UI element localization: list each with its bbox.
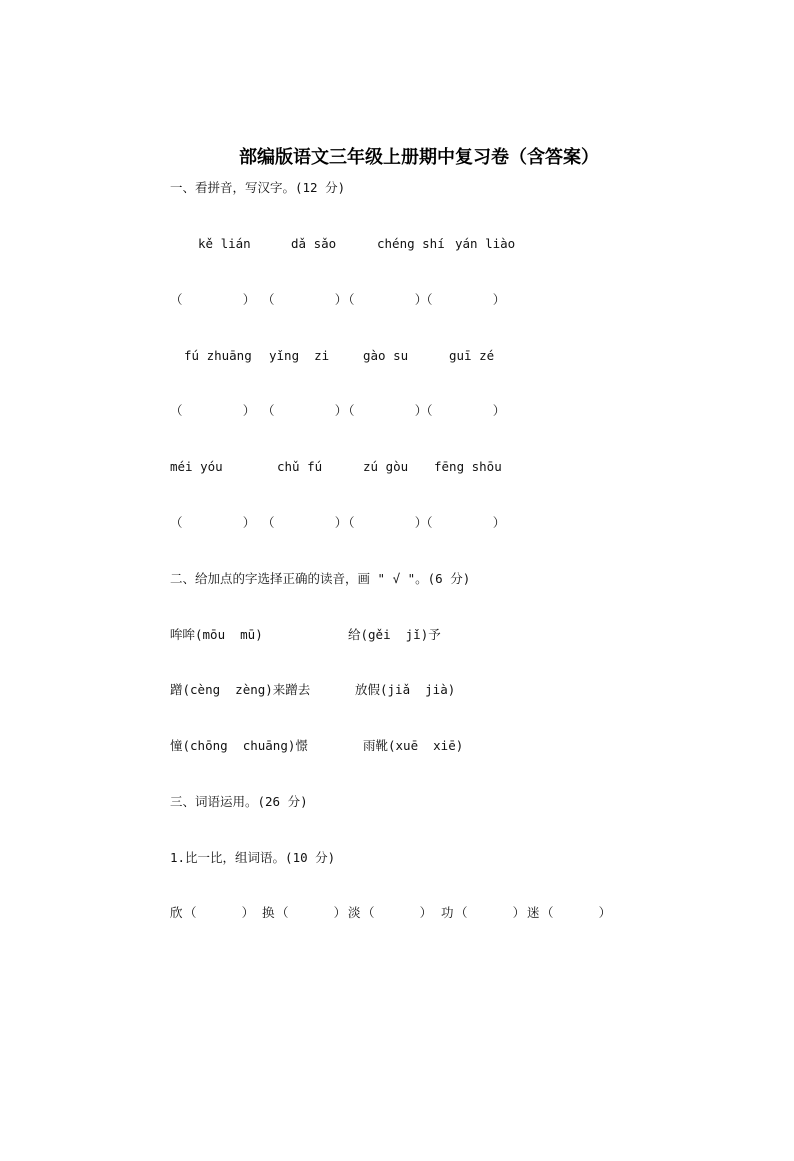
pinyin-item: yán liào [455,236,516,251]
pronunciation-choice[interactable]: 哞哞(mōu mū) [170,627,263,642]
pinyin-item: yǐng zi [269,348,330,363]
compare-char: 功 [441,905,454,920]
answer-blank[interactable]: （ ） [420,292,506,307]
pinyin-item: chéng shí [377,236,445,251]
pinyin-row-3 [170,459,502,475]
answer-blank[interactable]: （ ） [170,292,256,307]
section1-heading: 一、看拼音，写汉字。(12 分) [170,180,346,195]
pinyin-item: kě lián [198,236,251,251]
answer-blank[interactable]: （ ） [455,905,526,920]
answer-blank[interactable]: （ ） [170,515,256,530]
pronunciation-choice[interactable]: 给(gěi jǐ)予 [348,627,441,642]
pinyin-item: méi yóu [170,459,223,474]
answer-blank[interactable]: （ ） [262,403,348,418]
answer-blank[interactable]: （ ） [362,905,433,920]
compare-char: 欣 [170,905,183,920]
pronunciation-row-2 [170,682,456,698]
pronunciation-choice[interactable]: 雨靴(xuē xiē) [363,738,464,753]
answer-blank[interactable]: （ ） [276,905,347,920]
compare-char: 迷 [527,905,540,920]
pronunciation-choice[interactable]: 蹭(cèng zèng)来蹭去 [170,682,311,697]
answer-blank[interactable]: （ ） [342,292,428,307]
compare-char: 淡 [348,905,361,920]
answer-blank[interactable]: （ ） [262,515,348,530]
answer-blank[interactable]: （ ） [420,515,506,530]
section3-sub1-heading: 1.比一比，组词语。(10 分) [170,850,336,865]
pinyin-item: dǎ sǎo [291,236,337,251]
answer-blank[interactable]: （ ） [342,403,428,418]
section2-heading: 二、给加点的字选择正确的读音，画 " √ "。(6 分) [170,571,471,586]
answer-blank[interactable]: （ ） [170,403,256,418]
pinyin-row-1 [170,236,516,252]
pronunciation-row-1 [170,627,441,643]
answer-blank[interactable]: （ ） [262,292,348,307]
compare-words-row [170,905,612,921]
pinyin-item: fú zhuāng [184,348,252,363]
answer-blank[interactable]: （ ） [342,515,428,530]
pinyin-item: gào su [363,348,409,363]
pinyin-item: fēng shōu [434,459,502,474]
answer-blank[interactable]: （ ） [420,403,506,418]
pinyin-row-2 [170,348,495,364]
pronunciation-choice[interactable]: 憧(chōng chuāng)憬 [170,738,308,753]
pinyin-item: chǔ fú [277,459,323,474]
page-title: 部编版语文三年级上册期中复习卷（含答案） [239,147,599,168]
pronunciation-row-3 [170,738,464,754]
blank-row-3 [170,515,506,531]
blank-row-2 [170,403,506,419]
pinyin-item: guī zé [449,348,495,363]
section3-heading: 三、词语运用。(26 分) [170,794,308,809]
answer-blank[interactable]: （ ） [541,905,612,920]
answer-blank[interactable]: （ ） [184,905,255,920]
pinyin-item: zú gòu [363,459,409,474]
blank-row-1 [170,292,506,308]
compare-char: 换 [262,905,275,920]
pronunciation-choice[interactable]: 放假(jiǎ jià) [355,682,456,697]
